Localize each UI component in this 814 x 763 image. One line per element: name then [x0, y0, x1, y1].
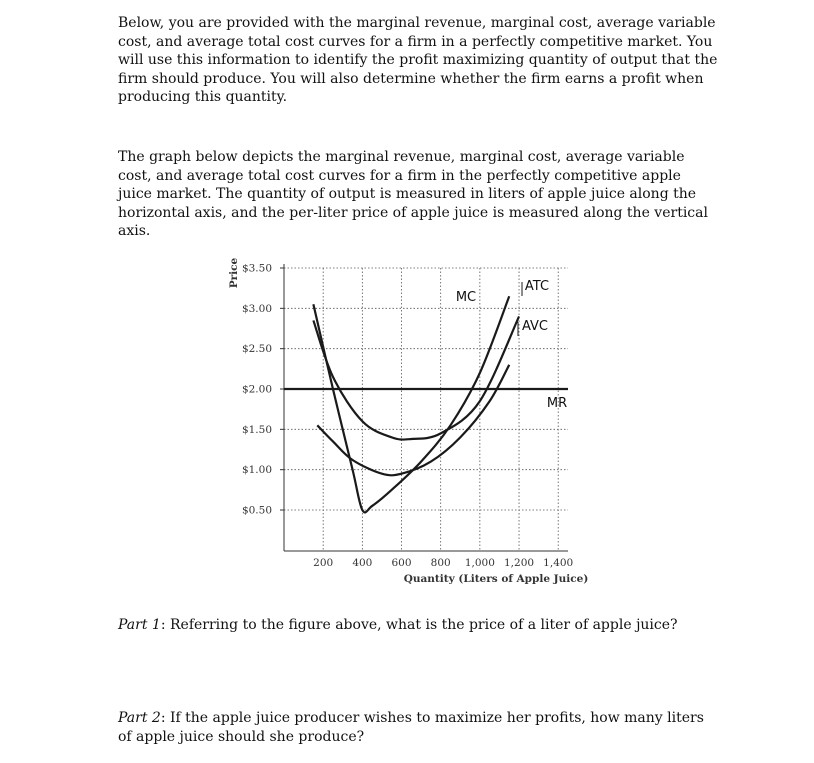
x-tick-label: 1,400 — [543, 557, 574, 569]
y-tick-label: $3.50 — [241, 262, 272, 275]
question-part-2 — [118, 709, 718, 746]
y-tick-label: $0.50 — [241, 504, 272, 517]
question-part-1-text: : Referring to the figure above, what is the price of a liter of apple juice? — [160, 617, 678, 633]
curve-atc — [313, 316, 519, 439]
x-tick-label: 800 — [430, 557, 451, 569]
labels — [228, 257, 588, 585]
intro-paragraph: Below, you are provided with the marginal revenue, marginal cost, average variable cost, and average total cost curves for a firm in a perfectly competitive market. You will use this information to identify the profit maximizing quantity of output that the firm should produce. You will also determine whether the firm earns a profit when producing this quantity. — [118, 15, 718, 106]
question-part-2-label: Part 2 — [118, 710, 161, 726]
question-part-2-text: : If the apple juice producer wishes to maximize her profits, how many liters of apple juice should she produce? — [118, 710, 704, 745]
curve-label-atc: ATC — [524, 279, 550, 294]
question-part-1-label: Part 1 — [118, 617, 161, 633]
y-tick-label: $1.00 — [241, 464, 272, 477]
question-part-1 — [118, 616, 718, 635]
y-tick-label: $3.00 — [241, 302, 272, 315]
curve-label-mc: MC — [455, 290, 477, 305]
curve-label-mr: MR — [546, 396, 568, 411]
x-tick-label: 400 — [352, 557, 373, 569]
x-axis-title: Quantity (Liters of Apple Juice) — [403, 573, 589, 585]
x-tick-label: 200 — [313, 557, 334, 569]
graph-description-paragraph: The graph below depicts the marginal revenue, marginal cost, average variable cost, and average total cost curves for a firm in the perfectly competitive apple juice market. The quantity of output is measured in liters of apple juice along the horizontal axis, and the per-liter price of apple juice is measured along the vertical axis. — [118, 149, 708, 240]
y-tick-label: $2.00 — [241, 383, 272, 396]
y-tick-label: $1.50 — [241, 423, 272, 436]
grid — [284, 268, 568, 551]
x-tick-label: 1,200 — [504, 557, 535, 569]
y-tick-label: $2.50 — [241, 343, 272, 356]
x-tick-label: 1,000 — [464, 557, 495, 569]
x-tick-label: 600 — [391, 557, 412, 569]
curve-avc — [317, 365, 509, 476]
curve-label-avc: AVC — [521, 319, 549, 334]
y-axis-title: Price — [228, 257, 240, 289]
